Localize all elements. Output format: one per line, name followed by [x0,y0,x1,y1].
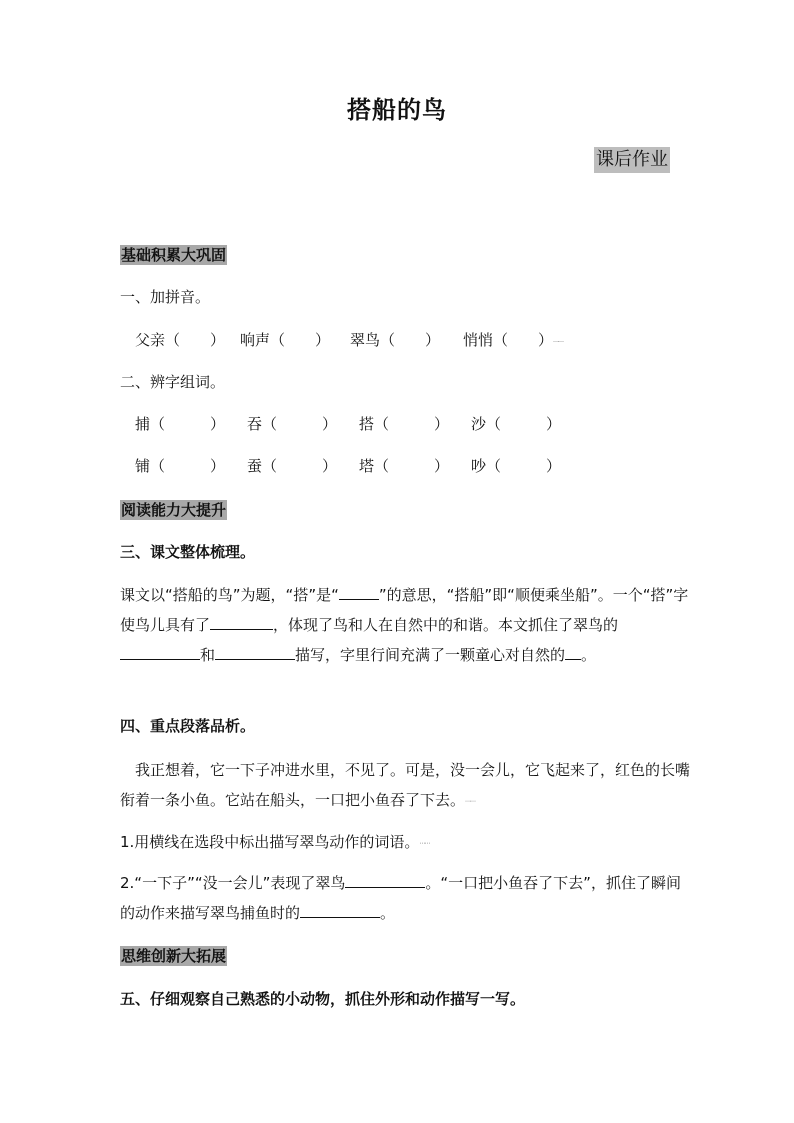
word-item: 沙（ ） [471,415,562,433]
word-item: 塔（ ） [359,457,450,475]
subquestion-2-text: 。 [380,904,396,922]
subquestion-2-text: 。“一口把小鱼吞了下去”，抓住了瞬间的动作来描写翠鸟捕鱼时的 [120,874,681,922]
passage-text: 我正想着，它一下子冲进水里，不见了。可是，没一会儿，它飞起来了，红色的长嘴衔着一条小鱼。它站在船头，一口把小鱼吞了下去。 [120,761,691,809]
word-group-row-1 [135,414,561,434]
summary-text: ，体现了鸟和人在自然中的和谐。本文抓住了翠鸟的 [273,616,619,634]
subquestion-2 [120,868,695,928]
question-5-heading: 五、仔细观察自己熟悉的小动物，抓住外形和动作描写一写。 [120,990,526,1008]
summary-text: 和 [200,646,216,664]
question-1-heading: 一、加拼音。 [120,288,211,306]
homework-tag: 课后作业 [594,147,670,173]
summary-paragraph [120,580,695,670]
answer-blank[interactable] [339,585,379,600]
answer-blank[interactable] [345,873,425,888]
answer-blank[interactable] [300,903,380,918]
anchor-mark: …… [419,838,430,846]
word-group-row-2 [135,456,561,476]
subquestion-1-text: 1.用横线在选段中标出描写翠鸟动作的词语。 [120,833,420,851]
pinyin-item: 翠鸟（ ） [350,331,441,349]
answer-blank[interactable] [210,615,273,630]
word-item: 吵（ ） [471,457,562,475]
word-item: 搭（ ） [359,415,450,433]
question-4-heading: 四、重点段落品析。 [120,717,256,735]
section-heading-creative: 思维创新大拓展 [121,947,227,965]
word-item: 捕（ ） [135,415,226,433]
answer-blank[interactable] [215,645,295,660]
answer-blank[interactable] [120,645,200,660]
pinyin-item: 响声（ ） [240,331,331,349]
question-2-heading: 二、辨字组词。 [120,373,226,391]
summary-text: 课文以“搭船的鸟”为题，“搭”是“ [120,586,339,604]
question-3-heading: 三、课文整体梳理。 [120,543,256,561]
word-item: 吞（ ） [247,415,338,433]
reading-passage [120,755,695,816]
section-heading-reading: 阅读能力大提升 [121,501,227,519]
summary-text: 描写，字里行间充满了一颗童心对自然的 [295,646,566,664]
subquestion-2-text: 2.“一下子”“没一会儿”表现了翠鸟 [120,874,346,892]
summary-text: ”的意思，“搭船”即“顺便乘坐船”。一个“搭”字使鸟儿具有了 [120,586,689,634]
pinyin-item: 悄悄（ ） [463,331,554,349]
summary-text: 。 [581,646,597,664]
pinyin-item: 父亲（ ） [135,331,226,349]
section-heading-basics: 基础积累大巩固 [121,246,227,264]
word-item: 蚕（ ） [247,457,338,475]
anchor-mark: …… [465,796,476,804]
subquestion-1 [120,832,429,853]
anchor-mark: …… [553,336,564,344]
page-title: 搭船的鸟 [347,96,447,124]
word-item: 铺（ ） [135,457,226,475]
answer-blank[interactable] [565,645,581,660]
pinyin-row [135,330,563,351]
